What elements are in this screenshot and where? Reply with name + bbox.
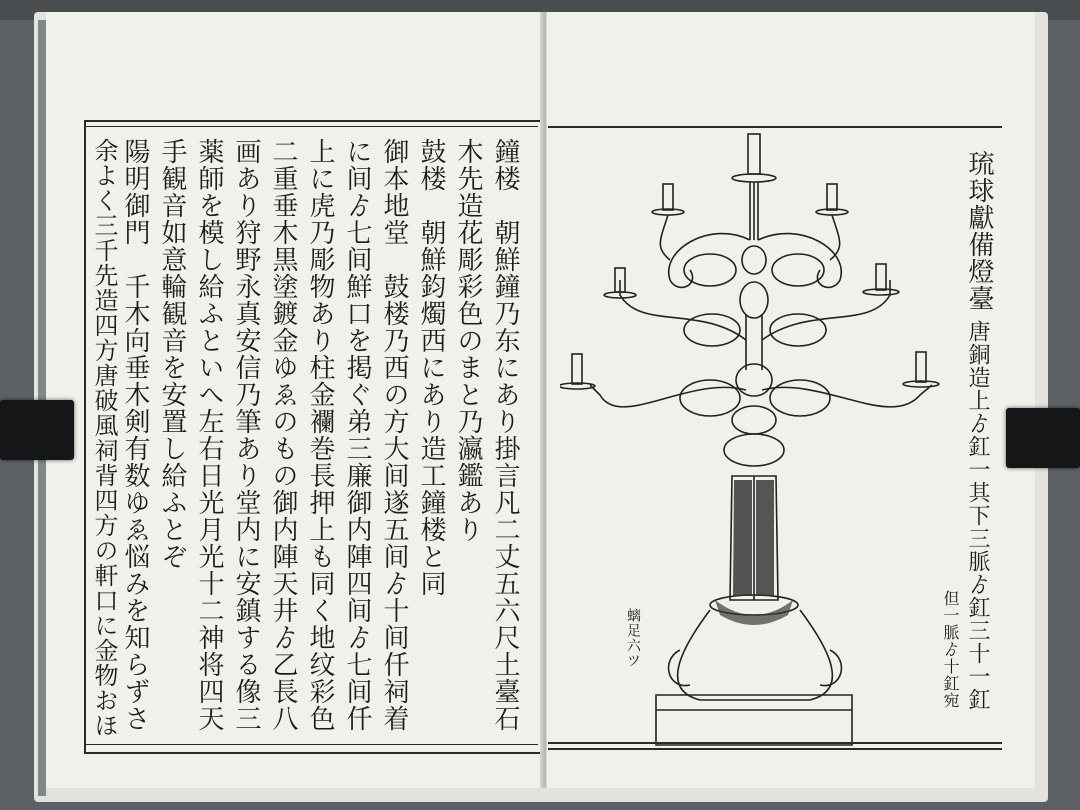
text-column-1: 鐘楼 朝鮮鐘乃东にあり掛言凡二丈五六尺土臺石 (490, 138, 520, 732)
text-column-4: 御本地堂 鼓楼乃西の方大间遂五间ゟ十间仟祠着 (379, 138, 409, 732)
illustration-description: 唐銅造上ゟ釭一其下三脈ゟ釭三十一釭 (965, 320, 990, 711)
book-clip-icon (1006, 408, 1080, 468)
illustration-caption: 螭足六ツ (625, 608, 641, 668)
text-column-10: 手観音如意輪観音を安置し給ふとぞ (157, 138, 187, 570)
text-column-7: 二重垂木黒塗鍍金ゆゑのもの御内陣天井ゟ乙長八 (268, 138, 298, 732)
text-column-5: に间ゟ七间鮮口を掲ぐ弟三廉御内陣四间ゟ七间仟 (342, 138, 372, 732)
left-frame-inner-bottom-rule (84, 744, 538, 745)
text-column-8: 画あり狩野永真安信乃筆あり堂内に安鎮する像三 (231, 138, 261, 732)
illustration-note: 但一脈ゟ十釭宛 (941, 590, 960, 709)
book-clip-icon (0, 400, 74, 460)
text-column-3: 鼓楼 朝鮮鈞燭西にあり造工鐘楼と同 (416, 138, 446, 597)
left-frame-inner-top-rule (84, 126, 538, 127)
illustration-title: 琉球獻備燈臺 (964, 150, 994, 312)
text-column-2: 木先造花彫彩色のまと乃瀛鑑あり (453, 138, 483, 543)
text-column-6: 上に虎乃彫物あり柱金襴巻長押上も同く地纹彩色 (305, 138, 335, 732)
right-frame-bottom-rule (548, 742, 1002, 744)
text-column-9: 薬師を模し給ふといへ左右日光月光十二神将四天 (194, 138, 224, 732)
candelabrum-illustration (560, 130, 960, 750)
text-column-11: 陽明御門 千木向垂木剣有数ゆゑ悩みを知らずさ (120, 138, 150, 732)
text-column-12: 余よく三千先造四方唐破風祠背四方の軒口に金物おほ (90, 138, 118, 738)
